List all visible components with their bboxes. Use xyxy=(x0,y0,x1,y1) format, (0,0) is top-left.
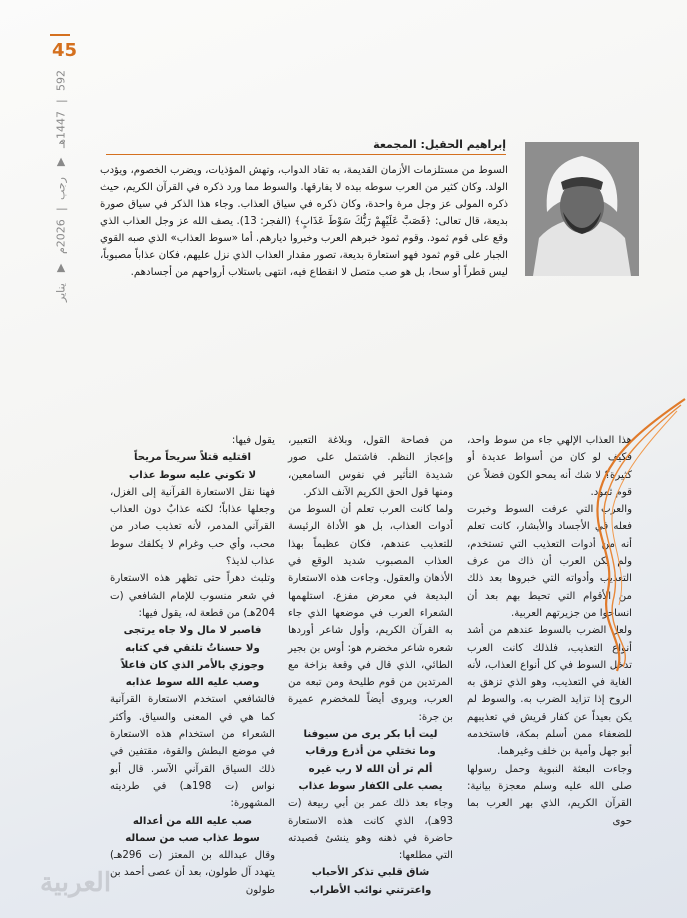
verse-line: شاق قلبي تذكر الأحباب xyxy=(311,867,430,879)
hijri-month: رجب xyxy=(54,176,68,200)
verse-line: وما تختلي من أذرع ورقاب xyxy=(305,746,436,758)
verse-line: وجوزي بالأمر الذي كان فاعلاً xyxy=(120,659,265,671)
author-byline: إبراهيم الحقيل: المجمعة xyxy=(106,138,506,155)
verse-line: وصب عليه الله سوط عذابه xyxy=(125,677,260,689)
verse-line: ولا حسناتٌ تلتقي في كتابه xyxy=(125,642,260,654)
paragraph: وجاءت البعثة النبوية وحمل رسولها صلى الله عليه وسلم معجزة بيانية: القرآن الكريم، الذي بهر العرب بما حوى xyxy=(467,763,632,827)
page-number-rule xyxy=(50,34,70,36)
orange-swirl-decoration xyxy=(577,395,687,675)
paragraph: فالشافعي استخدم الاستعارة القرآنية كما هي في المعنى والسياق. وأكثر الشعراء من استخدام هذه الاستعارة في موضع البطش والقوة، مقتفين في ذلك السياق القرآني الآسر. قال أبو نواس (ت 198هـ) في طرديته المشهورة: xyxy=(110,694,275,810)
paragraph: وجاء بعد ذلك عمر بن أبي ربيعة (ت 93هـ)، الذي كانت هذه الاستعارة حاضرة في ذهنه وهو ينشئ قصيدته التي مطلعها: xyxy=(288,798,453,862)
gregorian-month: يناير xyxy=(54,283,68,303)
verse-line: لا تكوني عليه سوط عذاب xyxy=(128,469,257,481)
paragraph: هذا العذاب الإلهي جاء من سوط واحد، فكيف لو كان من أسواط عديدة أو كثيرة؟ لا شك أنه يمحو الكون فضلاً عن قوم ثمود. xyxy=(467,435,632,498)
paragraph: وقال عبدالله بن المعتز (ت 296هـ) يتهدد آل طولون، بعد أن عصى أحمد بن طولون xyxy=(110,850,275,896)
verse-line: ليت أبا بكر يرى من سيوفنا xyxy=(303,729,438,741)
verse-line: اقتليه قتلاً سريحاً مريحاً xyxy=(133,452,251,464)
verse-line: فاصبر لا مال ولا جاه يرتجى xyxy=(123,625,262,637)
article-column-3 xyxy=(110,432,275,896)
paragraph: وتلبث دهراً حتى تظهر هذه الاستعارة في شعر منسوب للإمام الشافعي (ت 204هـ) من قطعة له، يقول فيها: xyxy=(110,573,275,619)
paragraph: من فصاحة القول، وبلاغة التعبير، وإعجاز النظم. فاشتمل على صور شديدة التأثير في نفوس السامعين، ومنها قول الحق الكريم الآنف الذكر. xyxy=(288,435,453,498)
article-column-2 xyxy=(288,432,453,896)
paragraph: ولما كانت العرب تعلم أن السوط من أدوات العذاب، بل هو الأداة الرئيسة للتعذيب عندهم، فكان عظيماً بهذا العذاب المصبوب شديد الوقع في الأذهان والعقول. وجاءت هذه الاستعارة البديعة في معرض مفزع. استلهمها الشعراء العرب في موضعها الذي جاء به القرآن الكريم، وأول شاعر أوردها شعره شاعر مخضرم هو: أوس بن بجير الطائي، الذي قال في وقعة بزاخة مع المرتدين من قوم طليحة ومن تبعه من العرب، ويروى أيضاً للمخضرم عميرة بن جرة: xyxy=(288,504,453,723)
paragraph: فهنا نقل الاستعارة القرآنية إلى الغزل، وجعلها عذاباً؛ لكنه عذابٌ دون العذاب القرآني المدمر، لأنه تعذيب صادر من محب، وأي حب وغرام لا يكلفك سوط عذاب لذيذ؟ xyxy=(110,486,275,568)
verse-line: واعترتني نوائب الأطراب xyxy=(309,884,432,896)
intro-paragraph: السوط من مستلزمات الأزمان القديمة، به تقاد الدواب، وتهش المؤذيات، ويضرب الخصوم، ويؤدب الولد. وكان كثير من العرب سوطه بيده لا يفارقها. والسوط مما ورد ذكره في القرآن الكريم، حيث ذكره المولى عز وجل مرة واحدة، وكان ذكره في سياق العذاب. وجاء هذا الذكر في سياق صورة بديعة، قال تعالى: ﴿فَصَبَّ عَلَيْهِمْ رَبُّكَ سَوْطَ عَذَابٍ﴾ (الفجر: 13). يصف الله عز وجل العذاب الذي وقع على قوم ثمود. وقوم ثمود خبرهم العرب وخبروا ديارهم. أما «سوط العذاب» الذي صبه القوي الجبار على قوم ثمود فهو استعارة بديعة، تصور مقدار العذاب الذي نزل عليهم، فكان عذاباً مصبوباً، ليس قطراً أو سحا، بل هو صب متصل لا انقطاع فيه، انتهى باستلاب أرواحهم من أجسادهم. xyxy=(100,165,508,278)
paragraph: يقول فيها: xyxy=(231,435,275,446)
issue-meta: 592 | 1447هـ ▼ رجب | 2026م ▼ يناير xyxy=(54,70,68,303)
verse-line: سوط عذاب صب من سماله xyxy=(125,832,260,844)
gregorian-year: 2026م xyxy=(54,219,68,255)
verse-line: يصب على الكفار سوط عذاب xyxy=(298,780,443,792)
page-number: 45 xyxy=(52,40,78,61)
hijri-year: 1447هـ xyxy=(54,110,68,148)
author-photo xyxy=(525,142,639,276)
magazine-logo: العربية xyxy=(40,868,112,898)
verse-line: صب عليه الله من أعداله xyxy=(132,815,253,827)
paragraph: والعرب التي عرفت السوط وخبرت فعله في الأجساد والأبشار، كانت تعلم أنه من أدوات التعذيب التي تستخدم، ولم يكن العرب أن ذاك من عرف التعذيب وأدواته التي خبروها بعد ذلك من الأقوام التي تحيط بهم بعد أن انساحوا من جزيرتهم العربية. xyxy=(467,504,632,619)
paragraph: ولعل الضرب بالسوط عندهم من أشد أنواع التعذيب، فلذلك كانت العرب تدخل السوط في كل أنواع العذاب، لأنه الغاية في التعذيب، وهو الذي تزهق به الروح إذا تزايد الضرب به. والسوط لم يكن بعيداً عن كفار قريش في تعذيبهم للضعفاء ممن أسلم بمكة، فاستخدمه أبو جهل وأمية بن خلف وغيرهما. xyxy=(467,625,632,758)
issue-number: 592 xyxy=(54,70,68,91)
verse-line: ألم تر أن الله لا رب غيره xyxy=(308,763,433,775)
author-portrait-icon xyxy=(525,142,639,276)
